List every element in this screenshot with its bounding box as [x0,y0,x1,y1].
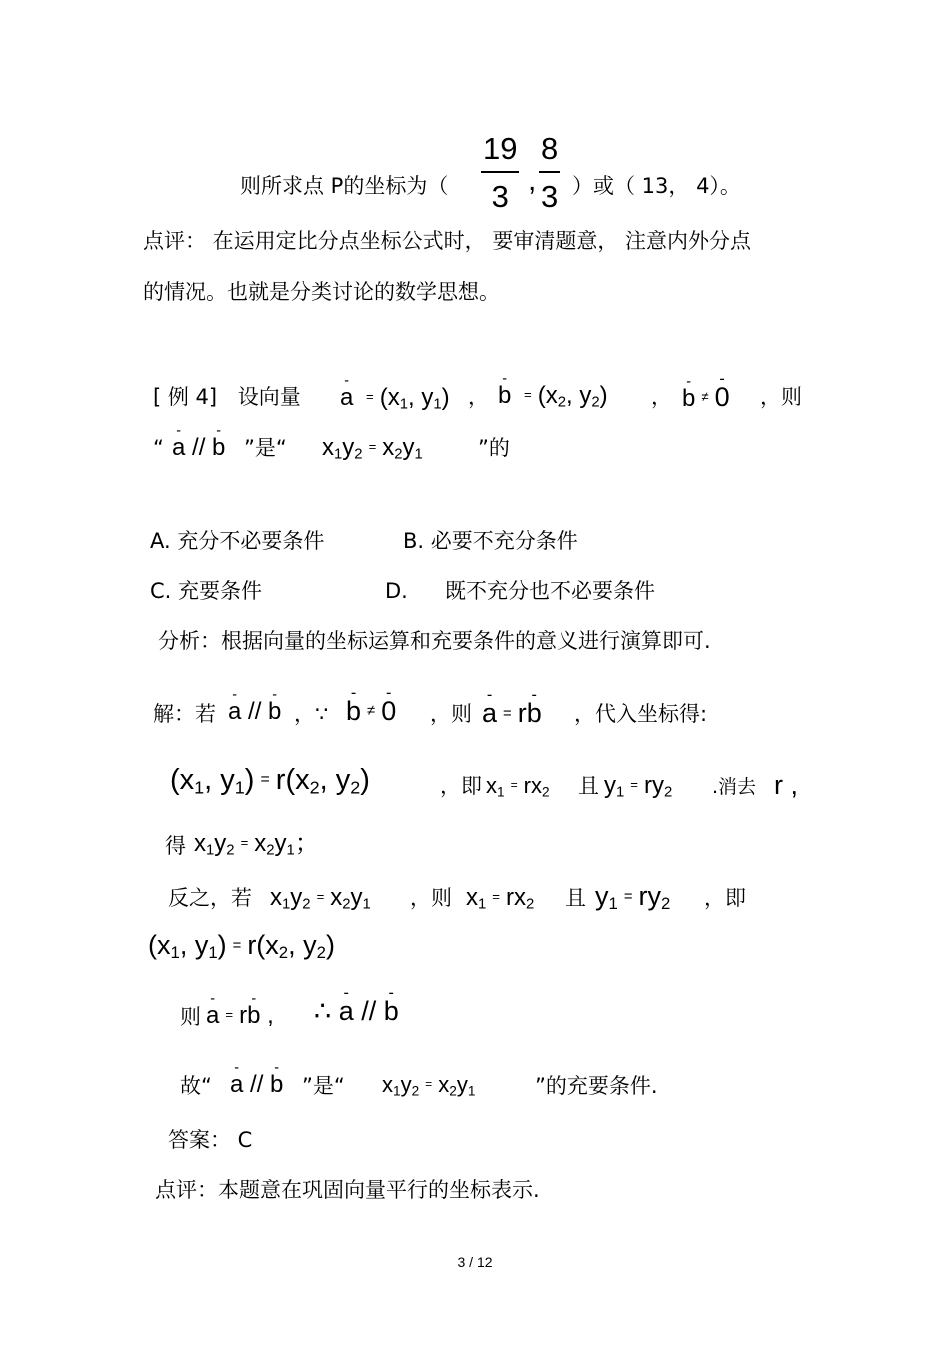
coord-condition: $x_1y_2= x_2y_1$ [322,434,423,463]
solution-a-rb: - a = r- b , [206,1004,274,1028]
example-4-line-2 [153,438,164,459]
solution-then: ，则 [430,702,472,726]
solution-therefore-then: 则 [180,1005,201,1029]
option-d: 既不充分也不必要条件 [445,579,655,603]
example-then: ，则 [760,385,802,409]
solution-conclusion-is: ”是“ [302,1074,345,1098]
option-a: A. 充分不必要条件 [150,529,325,553]
solution-substitute: ，代入坐标得: [574,702,708,726]
solution-y-rel: $y_1= ry_2$ [604,772,673,801]
example-text: 设向量 [237,385,301,409]
fraction-19-3 [481,131,519,215]
option-d-label: D. [385,579,408,603]
quote-end: ”的 [478,436,510,460]
fraction-8-3 [539,131,560,215]
solution-conclusion-expr: $x_1y_2 = x_2y_1$ [382,1072,476,1099]
sol4-vector-a: - a [230,1073,243,1097]
sol-vector-a-2: - a [482,700,497,727]
frac2-num: 8 [539,131,560,173]
solution-if: 解：若 [153,702,216,726]
sol4-vector-b: - b [270,1073,283,1097]
solution-get: 得 [165,834,186,858]
sol-zero: - 0 [381,698,396,725]
b-not-zero: - b ≠- 0 [682,384,730,411]
frac1-num: 19 [481,131,519,173]
then-word: 则 [781,385,802,409]
sol-vector-a: - a [228,700,241,724]
point-prefix: 则所求点 P的坐标为（ [240,174,449,198]
comment-1-line-b: 的情况。也就是分类讨论的数学思想。 [143,280,500,304]
solution-eq-1: ($x_1$, $y_1) = r(x_2$, $y_2$) [170,764,370,798]
option-b: B. 必要不充分条件 [403,529,578,553]
vector-a-definition: - $a = (x_1$, $y_1$) [340,386,450,413]
solution-b-nonzero: - b ≠- 0 [346,698,396,725]
solution-a-equals-rb: - a = r- b [482,700,542,727]
vector-a-par: - a [172,436,185,460]
frac-comma: , [528,164,537,197]
solution-conv-then: ，则 [410,886,452,910]
solution-conclusion-end: ”的充要条件. [535,1074,658,1098]
quote-close-is: ”是“ [244,436,287,460]
sol2-vector-a: - a [206,1004,219,1028]
solution-conv-y: $y_1 = ry_2$ [595,881,671,914]
comment-2: 点评：本题意在巩固向量平行的坐标表示. [155,1178,540,1202]
frac1-den: 3 [491,179,509,214]
sol2-vector-b: - b [247,1004,260,1028]
sol3-vector-a: - a [339,998,354,1025]
sol-vector-b: - b [268,700,281,724]
analysis: 分析：根据向量的坐标运算和充要条件的意义进行演算即可. [158,629,711,653]
solution-conversely: 反之，若 [168,886,252,910]
point-suffix: ）或（ 13， 4）。 [572,174,741,198]
vector-b-par: - b [212,436,225,460]
solution-conv-and: 且 [565,886,586,910]
sol-vector-b-2: - b [346,698,361,725]
solution-conv-namely: ，即 [704,886,746,910]
solution-eliminate: .消去 [712,776,757,798]
example-4-line-1 [153,387,301,408]
zero-vector: - 0 [715,384,730,411]
solution-namely: ，即 [440,774,482,798]
example-label: [ 例 4] [153,385,218,409]
vector-b-definition: - $b = (x_2$, $y_2$) [498,384,608,411]
solution-conv-cond: $x_1y_2= x_2y_1$ [270,884,371,913]
solution-r: r , [774,770,798,800]
solution-and: 且 [578,774,599,798]
solution-conv-x: $x_1= rx_2$ [466,884,535,913]
answer: 答案： C [168,1128,253,1152]
solution-parallel: - a // - b [228,700,281,724]
sep-2: ， [651,385,672,409]
eliminate-word: 消去 [718,776,757,798]
solution-therefore-parallel: ∴ - a // - b [314,998,399,1025]
parallel-condition: - a // - b [172,436,225,460]
sep-1: ， [468,385,489,409]
solution-conv-eq: ($x_1$, $y_1) = r(x_2$, $y_2$) [148,930,335,963]
solution-conclusion-parallel: - a // - b [230,1073,283,1097]
option-c: C. 充要条件 [150,579,263,603]
sol3-vector-b: - b [384,998,399,1025]
answer-point-line [240,176,448,197]
page-number: 3 / 12 [457,1254,493,1270]
solution-conclusion-open: 故“ [180,1074,212,1098]
sol-vector-b-3: - b [527,700,542,727]
frac2-den: 3 [541,179,559,214]
solution-x-rel: $x_1 = rx_2$ [486,773,550,800]
comment-1-line-a: 点评： 在运用定比分点坐标公式时， 要审清题意， 注意内外分点 [143,229,752,253]
vector-a: - a [340,386,353,410]
vector-b-2: - b [682,387,695,411]
quote-open: “ [153,436,164,460]
solution-result: $x_1y_2= x_2y_1$； [194,830,319,859]
vector-b: - b [498,384,511,408]
solution-because: ，∵ [294,702,329,726]
